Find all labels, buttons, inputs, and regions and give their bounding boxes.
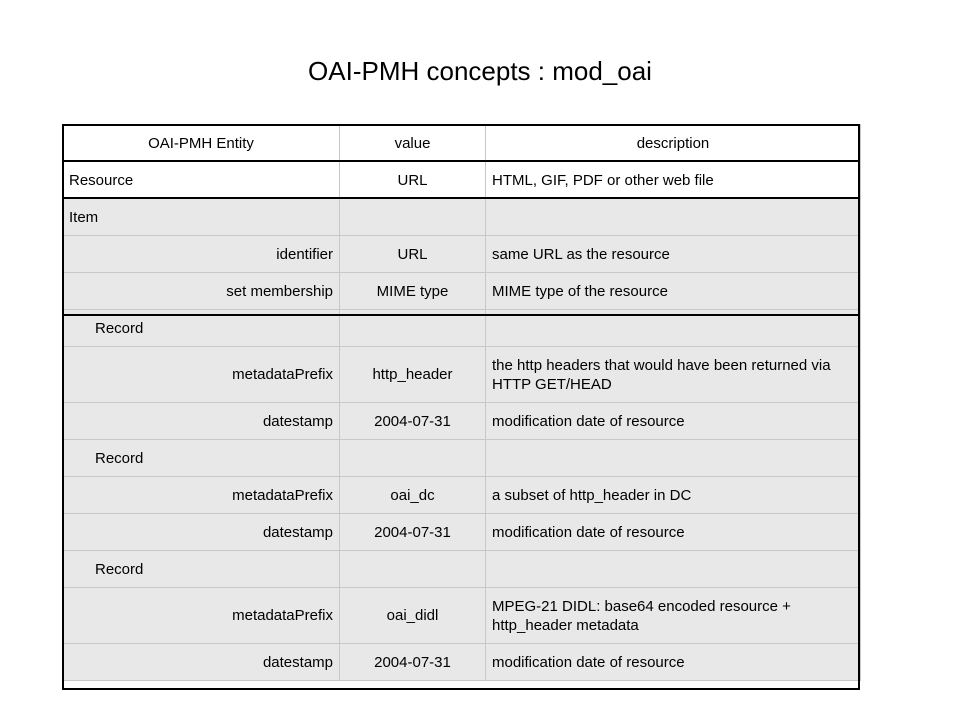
entity-cell: Record [63, 440, 340, 477]
value-cell: URL [340, 236, 486, 273]
value-cell: URL [340, 162, 486, 199]
table-row [63, 310, 861, 347]
description-cell: modification date of resource [486, 403, 861, 440]
column-header-value: value [340, 125, 486, 162]
description-cell: modification date of resource [486, 644, 861, 681]
table-row [63, 347, 861, 403]
table-row [63, 644, 861, 681]
description-cell [486, 440, 861, 477]
entity-cell: Item [63, 199, 340, 236]
table-row [63, 403, 861, 440]
value-cell [340, 551, 486, 588]
description-cell: MIME type of the resource [486, 273, 861, 310]
description-cell: same URL as the resource [486, 236, 861, 273]
description-cell [486, 551, 861, 588]
entity-cell: Resource [63, 162, 340, 199]
entity-cell: Record [63, 310, 340, 347]
table-row [63, 551, 861, 588]
table-row [63, 162, 861, 199]
entity-cell: Record [63, 551, 340, 588]
table-row [63, 236, 861, 273]
column-header-description: description [486, 125, 861, 162]
value-cell: 2004-07-31 [340, 403, 486, 440]
page-title: OAI-PMH concepts : mod_oai [308, 56, 652, 86]
value-cell [340, 440, 486, 477]
value-cell [340, 310, 486, 347]
description-cell: a subset of http_header in DC [486, 477, 861, 514]
description-cell: HTML, GIF, PDF or other web file [486, 162, 861, 199]
entity-cell: set membership [63, 273, 340, 310]
column-header-entity: OAI-PMH Entity [63, 125, 340, 162]
table-header-row [63, 125, 861, 162]
description-cell: MPEG-21 DIDL: base64 encoded resource + http_header metadata [486, 588, 861, 644]
description-cell: modification date of resource [486, 514, 861, 551]
value-cell: http_header [340, 347, 486, 403]
entity-cell: datestamp [63, 514, 340, 551]
value-cell: MIME type [340, 273, 486, 310]
entity-cell: datestamp [63, 403, 340, 440]
table-row [63, 273, 861, 310]
value-cell: oai_dc [340, 477, 486, 514]
value-cell [340, 199, 486, 236]
entity-cell: metadataPrefix [63, 347, 340, 403]
table-row [63, 440, 861, 477]
concepts-table [62, 124, 861, 681]
entity-cell: identifier [63, 236, 340, 273]
description-cell [486, 199, 861, 236]
entity-cell: metadataPrefix [63, 588, 340, 644]
value-cell: 2004-07-31 [340, 644, 486, 681]
table-row [63, 588, 861, 644]
description-cell: the http headers that would have been returned via HTTP GET/HEAD [486, 347, 861, 403]
table-row [63, 199, 861, 236]
value-cell: 2004-07-31 [340, 514, 486, 551]
entity-cell: datestamp [63, 644, 340, 681]
value-cell: oai_didl [340, 588, 486, 644]
entity-cell: metadataPrefix [63, 477, 340, 514]
table-row [63, 514, 861, 551]
description-cell [486, 310, 861, 347]
table-row [63, 477, 861, 514]
